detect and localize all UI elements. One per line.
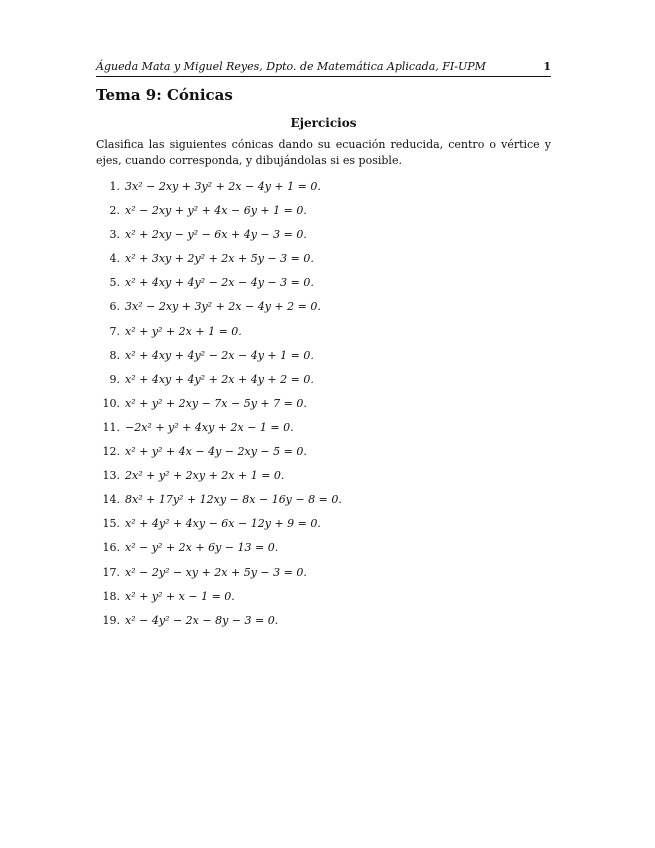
running-header-title: Águeda Mata y Miguel Reyes, Dpto. de Matemática Aplicada, FI-UPM	[96, 60, 486, 73]
page-number: 1	[543, 60, 551, 73]
exercise-number: 15.	[102, 517, 120, 531]
exercise-equation: x² + 4xy + 4y² + 2x + 4y + 2 = 0.	[125, 372, 314, 386]
exercise-equation: x² + 2xy − y² − 6x + 4y − 3 = 0.	[125, 228, 307, 242]
exercise-equation: x² − 2xy + y² + 4x − 6y + 1 = 0.	[125, 204, 307, 218]
exercise-number: 8.	[109, 348, 120, 362]
exercise-item	[96, 540, 551, 564]
exercise-equation: x² + y² + 2xy − 7x − 5y + 7 = 0.	[125, 396, 307, 410]
section-title: Tema 9: Cónicas	[96, 86, 233, 104]
exercise-list	[96, 179, 551, 637]
exercise-number: 13.	[102, 469, 120, 483]
exercise-item	[96, 299, 551, 323]
exercise-equation: x² + y² + 2x + 1 = 0.	[125, 324, 242, 338]
exercise-equation: x² − 2y² − xy + 2x + 5y − 3 = 0.	[125, 565, 307, 579]
exercise-item	[96, 492, 551, 516]
exercise-number: 14.	[102, 493, 120, 507]
exercise-item	[96, 468, 551, 492]
exercise-item	[96, 227, 551, 251]
exercise-item	[96, 251, 551, 275]
exercise-item	[96, 613, 551, 637]
exercise-item	[96, 203, 551, 227]
exercise-equation: x² + y² + 4x − 4y − 2xy − 5 = 0.	[125, 445, 307, 459]
intro-paragraph: Clasifica las siguientes cónicas dando su ecuación reducida, centro o vértice y ejes, cuando corresponda, y dibujándolas si es posible.	[96, 138, 551, 167]
exercise-equation: x² + 3xy + 2y² + 2x + 5y − 3 = 0.	[125, 252, 314, 266]
exercise-item	[96, 179, 551, 203]
exercise-number: 1.	[109, 180, 120, 193]
exercise-number: 10.	[102, 396, 120, 410]
exercise-equation: 3x² − 2xy + 3y² + 2x − 4y + 2 = 0.	[125, 300, 321, 314]
exercise-equation: 8x² + 17y² + 12xy − 8x − 16y − 8 = 0.	[125, 493, 342, 507]
exercise-number: 17.	[102, 565, 120, 579]
exercise-item	[96, 516, 551, 540]
exercise-number: 12.	[102, 445, 120, 459]
exercise-number: 6.	[109, 300, 120, 314]
exercise-equation: x² + 4xy + 4y² − 2x − 4y − 3 = 0.	[125, 276, 314, 290]
exercise-number: 11.	[102, 420, 120, 434]
running-header	[96, 58, 551, 77]
exercise-item	[96, 372, 551, 396]
exercise-number: 5.	[109, 276, 120, 290]
exercise-item	[96, 348, 551, 372]
exercise-equation: x² + 4xy + 4y² − 2x − 4y + 1 = 0.	[125, 348, 314, 362]
exercise-equation: x² − y² + 2x + 6y − 13 = 0.	[125, 541, 279, 555]
exercise-item	[96, 275, 551, 299]
subsection-title: Ejercicios	[290, 116, 357, 130]
exercise-number: 9.	[109, 372, 120, 386]
exercise-number: 3.	[109, 228, 120, 242]
exercise-equation: x² + y² + x − 1 = 0.	[125, 589, 235, 603]
exercise-equation: 3x² − 2xy + 3y² + 2x − 4y + 1 = 0.	[125, 180, 321, 193]
exercise-item	[96, 589, 551, 613]
exercise-item	[96, 396, 551, 420]
exercise-item	[96, 565, 551, 589]
exercise-equation: x² + 4y² + 4xy − 6x − 12y + 9 = 0.	[125, 517, 321, 531]
exercise-equation: −2x² + y² + 4xy + 2x − 1 = 0.	[125, 420, 294, 434]
exercise-number: 18.	[102, 589, 120, 603]
exercise-item	[96, 420, 551, 444]
exercise-item	[96, 444, 551, 468]
exercise-equation: x² − 4y² − 2x − 8y − 3 = 0.	[125, 613, 279, 627]
exercise-number: 16.	[102, 541, 120, 555]
exercise-equation: 2x² + y² + 2xy + 2x + 1 = 0.	[125, 469, 285, 483]
exercise-number: 19.	[102, 613, 120, 627]
exercise-number: 4.	[109, 252, 120, 266]
exercise-item	[96, 324, 551, 348]
exercise-number: 2.	[109, 204, 120, 218]
exercise-number: 7.	[109, 324, 120, 338]
